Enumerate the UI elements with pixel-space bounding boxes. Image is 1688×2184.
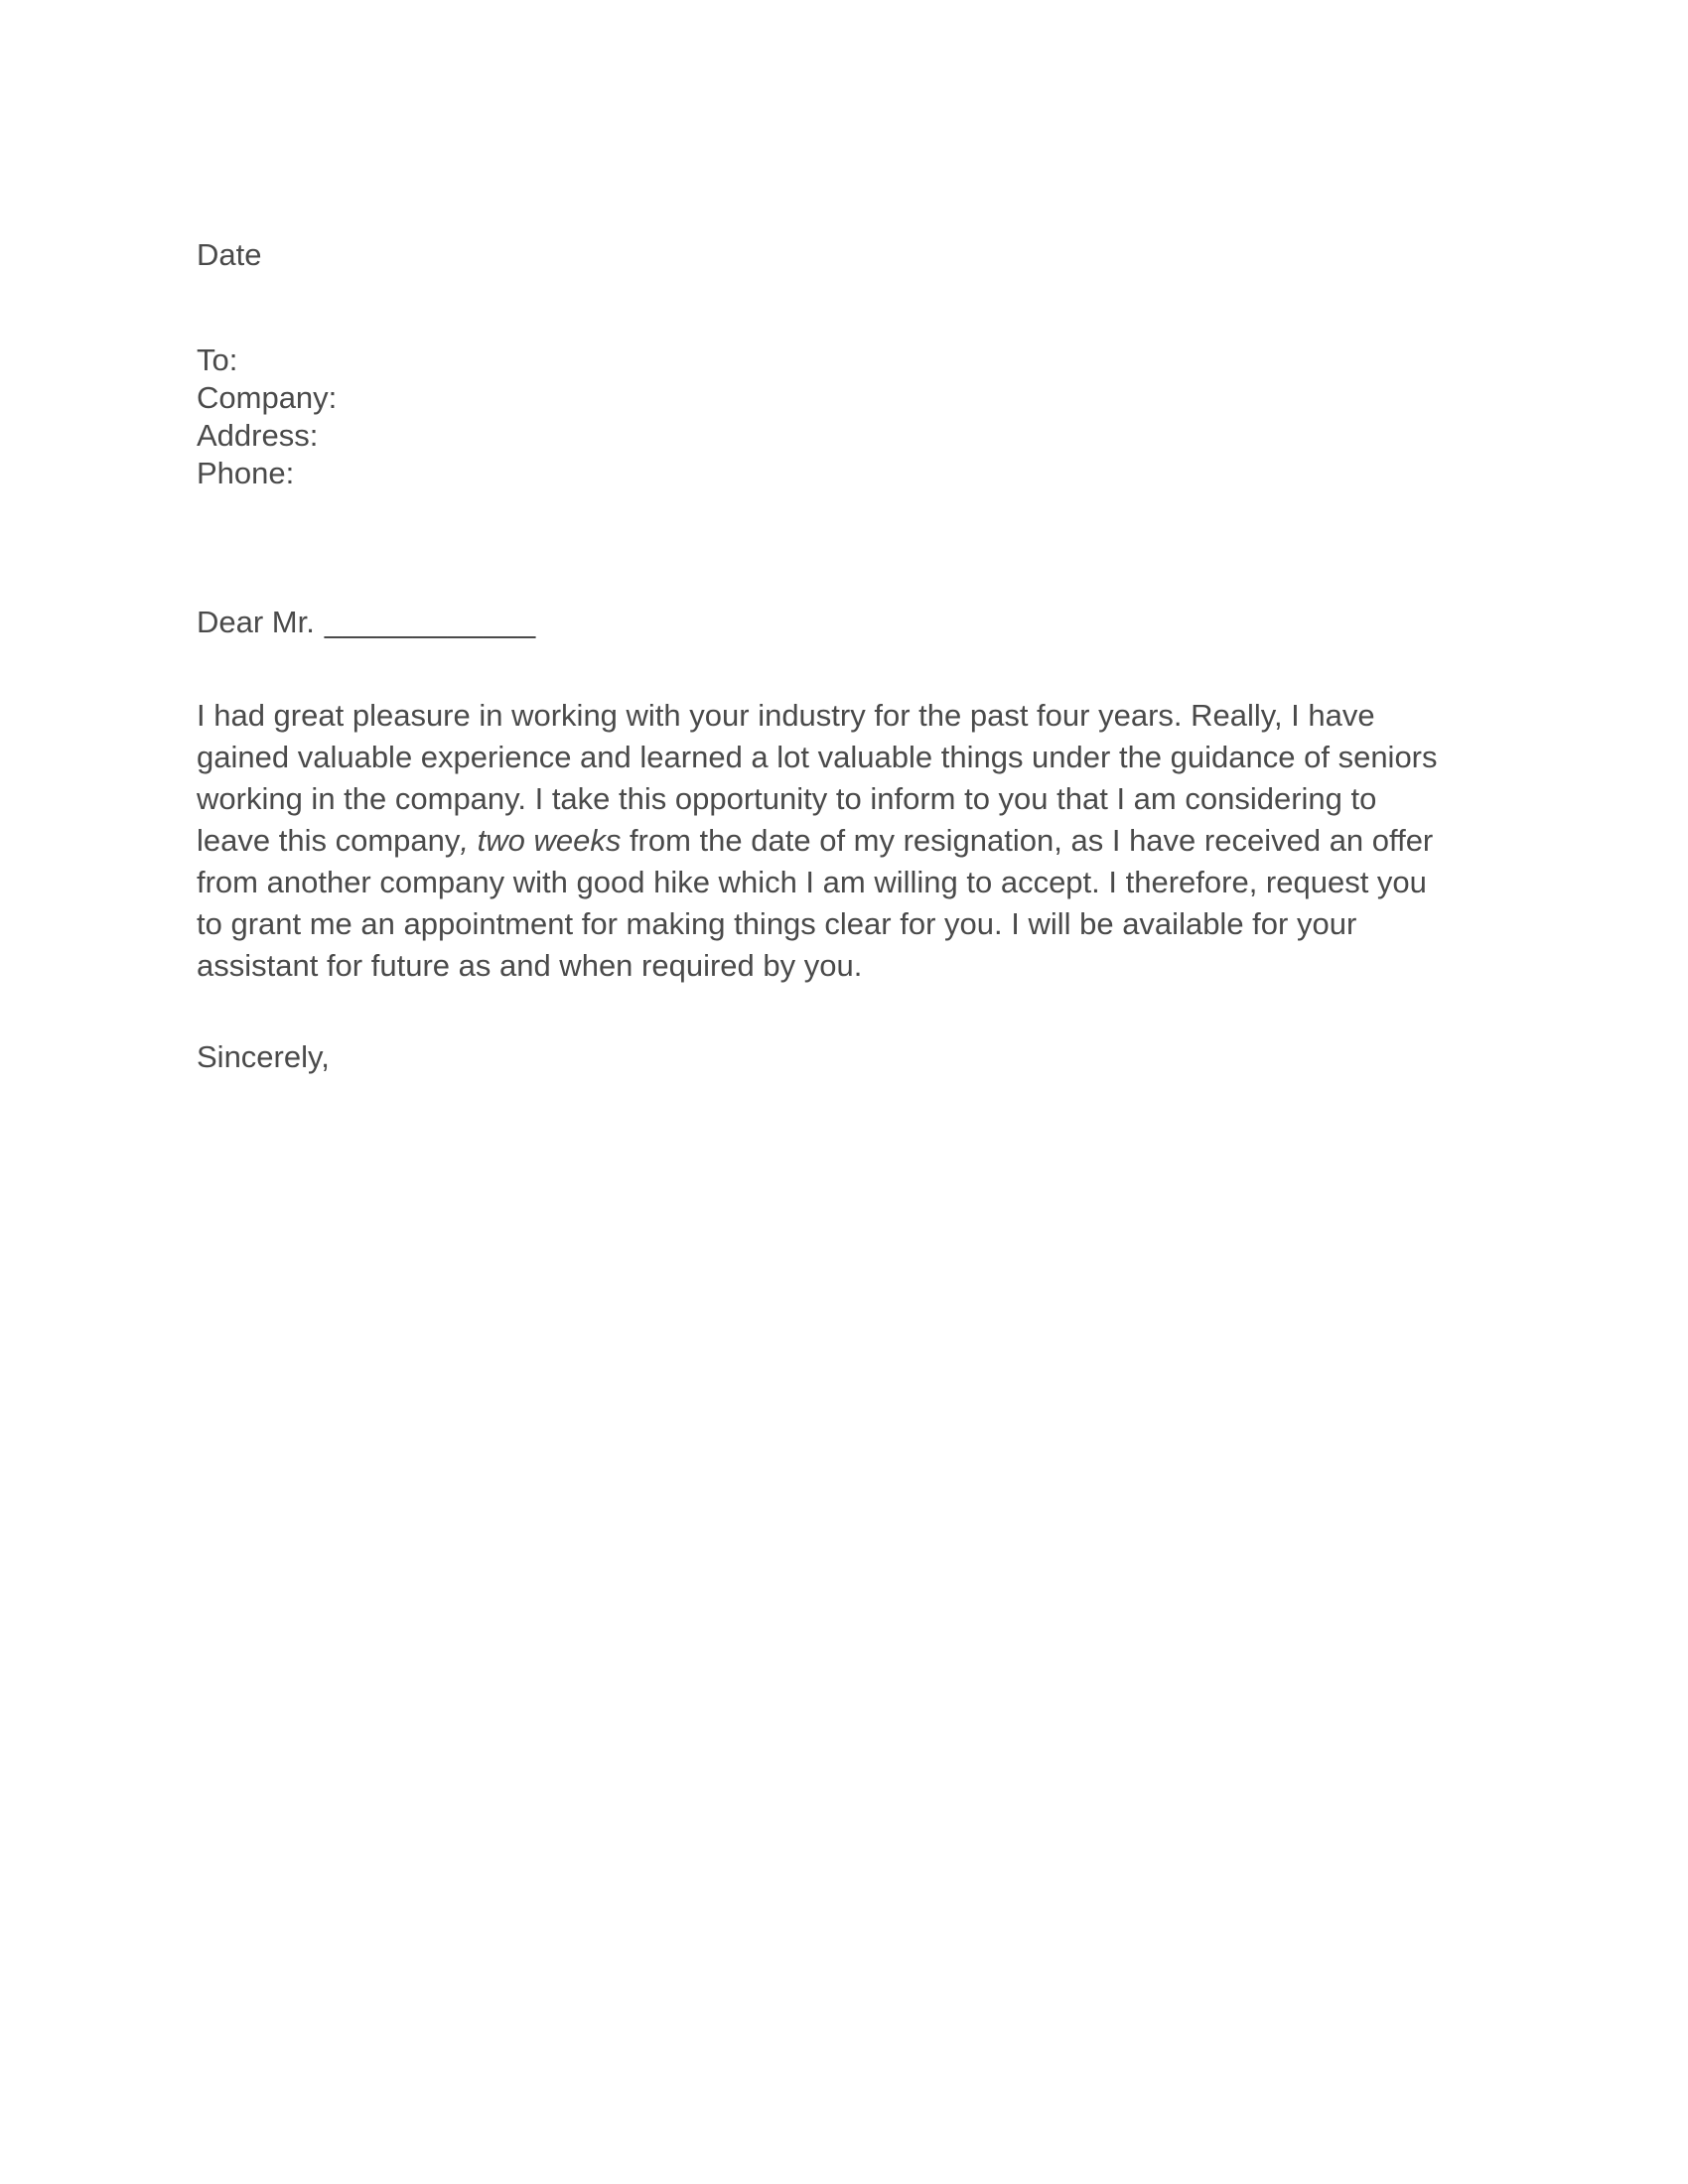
recipient-phone-label: Phone: — [197, 456, 295, 490]
salutation-blank-line: ____________ — [324, 605, 536, 639]
recipient-to-label: To: — [197, 342, 238, 377]
body-line-with-italic — [197, 820, 1438, 862]
body-line: gained valuable experience and learned a lot valuable things under the guidance of seniors — [197, 740, 1438, 774]
body-line-post: from the date of my resignation, as I have received an offer — [621, 823, 1434, 858]
recipient-company-label: Company: — [197, 380, 338, 415]
body-line: working in the company. I take this opportunity to inform to you that I am considering to — [197, 781, 1377, 816]
closing-label: Sincerely, — [197, 1039, 330, 1074]
salutation-line — [197, 604, 536, 641]
body-paragraph — [197, 695, 1438, 987]
body-line: from another company with good hike which I am willing to accept. I therefore, request you — [197, 865, 1427, 899]
recipient-block — [197, 341, 337, 492]
salutation-prefix: Dear Mr. — [197, 605, 315, 639]
body-line: assistant for future as and when required by you. — [197, 948, 863, 983]
body-line-pre: leave this company — [197, 823, 461, 858]
body-line: I had great pleasure in working with your industry for the past four years. Really, I have — [197, 698, 1375, 733]
body-line: to grant me an appointment for making things clear for you. I will be available for your — [197, 906, 1357, 941]
body-line-italic-phrase: , two weeks — [460, 823, 622, 858]
recipient-address-label: Address: — [197, 418, 319, 453]
date-label: Date — [197, 237, 262, 272]
